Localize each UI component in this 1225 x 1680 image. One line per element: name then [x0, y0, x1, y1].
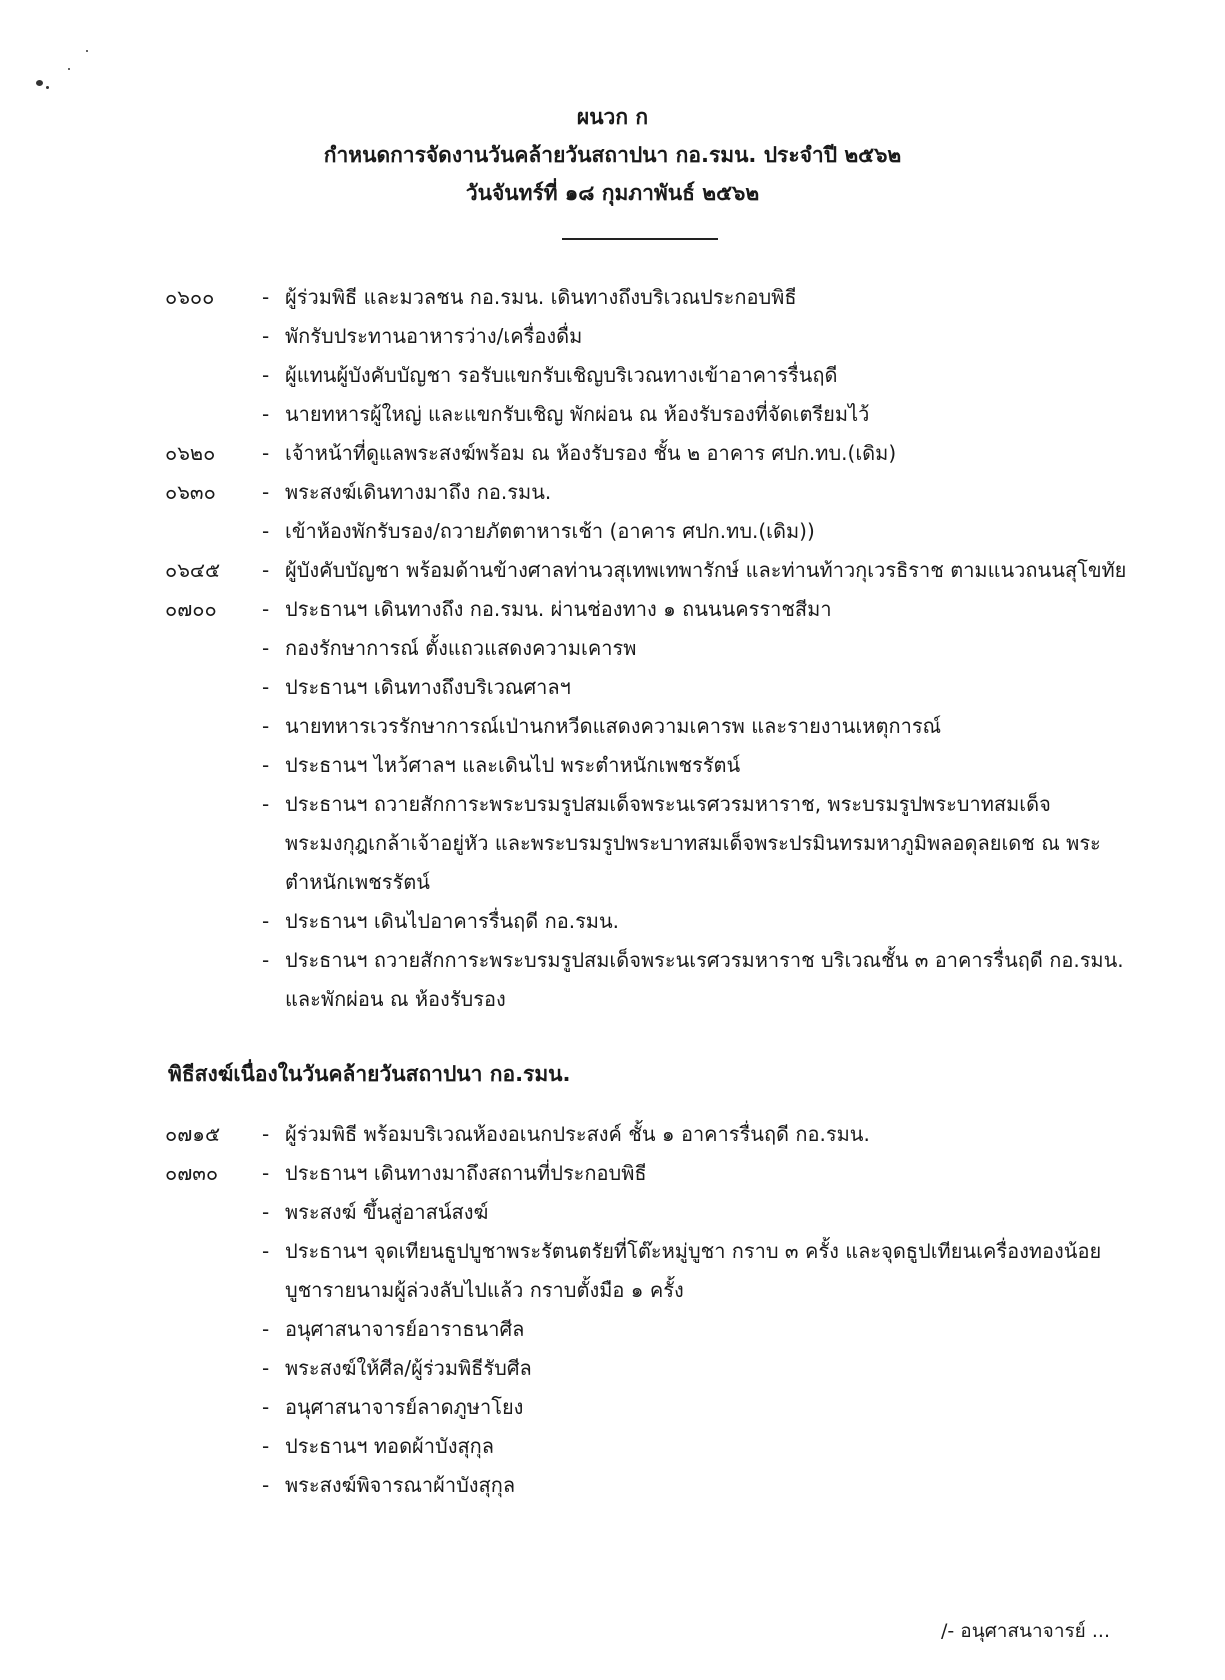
schedule-item: [0, 1388, 1225, 1427]
bullet-dash: -: [262, 324, 270, 348]
time-label: ๐๖๔๕: [165, 558, 221, 582]
item-text: นายทหารเวรรักษาการณ์เป่านกหวีดแสดงความเคารพ และรายงานเหตุการณ์: [285, 714, 942, 738]
time-label: ๐๗๐๐: [165, 597, 217, 621]
item-text: ประธานฯ เดินทางมาถึงสถานที่ประกอบพิธี: [285, 1161, 647, 1185]
bullet-dash: -: [262, 558, 270, 582]
item-text: ผู้ร่วมพิธี พร้อมบริเวณห้องอเนกประสงค์ ชั้น ๑ อาคารรื่นฤดี กอ.รมน.: [285, 1122, 870, 1146]
schedule-item: [0, 707, 1225, 746]
item-text: ประธานฯ ถวายสักการะพระบรมรูปสมเด็จพระนเรศวรมหาราช บริเวณชั้น ๓ อาคารรื่นฤดี กอ.รมน. และพักผ่อน ณ ห้องรับรอง: [285, 948, 1124, 1011]
schedule-item: [0, 551, 1225, 590]
bullet-dash: -: [262, 441, 270, 465]
item-text: ผู้แทนผู้บังคับบัญชา รอรับแขกรับเชิญบริเวณทางเข้าอาคารรื่นฤดี: [285, 363, 838, 387]
bullet-dash: -: [262, 1161, 270, 1185]
schedule-item: [0, 1154, 1225, 1193]
bullet-dash: -: [262, 1317, 270, 1341]
item-text: ประธานฯ ถวายสักการะพระบรมรูปสมเด็จพระนเรศวรมหาราช, พระบรมรูปพระบาทสมเด็จพระมงกุฎเกล้าเจ้าอยู่หัว และพระบรมรูปพระบาทสมเด็จพระปรมินทรมหาภูมิพลอดุลยเดช ณ พระตำหนักเพชรรัตน์: [285, 792, 1101, 894]
item-text: นายทหารผู้ใหญ่ และแขกรับเชิญ พักผ่อน ณ ห้องรับรองที่จัดเตรียมไว้: [285, 402, 870, 426]
bullet-dash: -: [262, 285, 270, 309]
bullet-dash: -: [262, 597, 270, 621]
scan-speck: [86, 50, 88, 52]
schedule-item: [0, 1466, 1225, 1505]
item-text: ประธานฯ ทอดผ้าบังสุกุล: [285, 1434, 495, 1458]
bullet-dash: -: [262, 948, 270, 972]
bullet-dash: -: [262, 1122, 270, 1146]
item-text: พระสงฆ์ให้ศีล/ผู้ร่วมพิธีรับศีล: [285, 1356, 532, 1380]
item-text: ประธานฯ จุดเทียนธูปบูชาพระรัตนตรัยที่โต๊ะหมู่บูชา กราบ ๓ ครั้ง และจุดธูปเทียนเครื่องทองน้อยบูชารายนามผู้ล่วงลับไปแล้ว กราบตั้งมือ ๑ ครั้ง: [285, 1239, 1102, 1302]
schedule-item: [0, 1115, 1225, 1154]
schedule-item: [0, 590, 1225, 629]
bullet-dash: -: [262, 363, 270, 387]
schedule-item: [0, 1349, 1225, 1388]
annex-title: ผนวก ก: [576, 105, 649, 129]
bullet-dash: -: [262, 402, 270, 426]
bullet-dash: -: [262, 1356, 270, 1380]
item-text: ประธานฯ ไหว้ศาลฯ และเดินไป พระตำหนักเพชรรัตน์: [285, 753, 741, 777]
bullet-dash: -: [262, 1239, 270, 1263]
item-text: กองรักษาการณ์ ตั้งแถวแสดงความเคารพ: [285, 636, 637, 660]
bullet-dash: -: [262, 909, 270, 933]
scan-speck: [46, 86, 49, 89]
time-label: ๐๖๒๐: [165, 441, 216, 465]
bullet-dash: -: [262, 519, 270, 543]
schedule-item: [0, 1232, 1225, 1310]
item-text: ผู้ร่วมพิธี และมวลชน กอ.รมน. เดินทางถึงบริเวณประกอบพิธี: [285, 285, 797, 309]
bullet-dash: -: [262, 636, 270, 660]
header-divider: [562, 238, 718, 240]
scan-speck: [36, 80, 43, 86]
schedule-item: [0, 473, 1225, 512]
time-label: ๐๗๓๐: [165, 1161, 219, 1185]
event-date: วันจันทร์ที่ ๑๘ กุมภาพันธ์ ๒๕๖๒: [465, 181, 760, 205]
item-text: ประธานฯ เดินทางถึงบริเวณศาลฯ: [285, 675, 571, 699]
item-text: พระสงฆ์เดินทางมาถึง กอ.รมน.: [285, 480, 552, 504]
ceremony-list: [0, 1115, 1225, 1505]
bullet-dash: -: [262, 1434, 270, 1458]
item-text: ผู้บังคับบัญชา พร้อมด้านข้างศาลท่านวสุเทพเทพารักษ์ และท่านท้าวกุเวรธิราช ตามแนวถนนสุโขทัย: [285, 558, 1127, 582]
schedule-list: [0, 278, 1225, 1019]
schedule-item: [0, 902, 1225, 941]
time-label: ๐๖๓๐: [165, 480, 216, 504]
bullet-dash: -: [262, 753, 270, 777]
bullet-dash: -: [262, 1473, 270, 1497]
schedule-item: [0, 785, 1225, 902]
ceremony-heading: พิธีสงฆ์เนื่องในวันคล้ายวันสถาปนา กอ.รมน.: [168, 1062, 571, 1086]
schedule-item: [0, 941, 1225, 1019]
item-text: เข้าห้องพักรับรอง/ถวายภัตตาหารเช้า (อาคาร ศปก.ทบ.(เดิม)): [285, 519, 815, 543]
item-text: เจ้าหน้าที่ดูแลพระสงฆ์พร้อม ณ ห้องรับรอง ชั้น ๒ อาคาร ศปก.ทบ.(เดิม): [285, 441, 897, 465]
schedule-item: [0, 1427, 1225, 1466]
time-label: ๐๖๐๐: [165, 285, 215, 309]
item-text: พระสงฆ์ ขึ้นสู่อาสน์สงฆ์: [285, 1200, 489, 1224]
bullet-dash: -: [262, 1200, 270, 1224]
schedule-item: [0, 1193, 1225, 1232]
schedule-item: [0, 395, 1225, 434]
bullet-dash: -: [262, 675, 270, 699]
continuation-note: /- อนุศาสนาจารย์ ...: [941, 1620, 1110, 1642]
bullet-dash: -: [262, 1395, 270, 1419]
item-text: ประธานฯ เดินทางถึง กอ.รมน. ผ่านช่องทาง ๑ ถนนนครราชสีมา: [285, 597, 832, 621]
item-text: พระสงฆ์พิจารณาผ้าบังสุกุล: [285, 1473, 516, 1497]
item-text: อนุศาสนาจารย์ลาดภูษาโยง: [285, 1395, 524, 1419]
item-text: พักรับประทานอาหารว่าง/เครื่องดื่ม: [285, 324, 583, 348]
schedule-item: [0, 1310, 1225, 1349]
document-header: [0, 98, 1225, 212]
bullet-dash: -: [262, 714, 270, 738]
time-label: ๐๗๑๕: [165, 1122, 221, 1146]
schedule-item: [0, 278, 1225, 317]
schedule-item: [0, 317, 1225, 356]
bullet-dash: -: [262, 792, 270, 816]
schedule-item: [0, 512, 1225, 551]
schedule-item: [0, 668, 1225, 707]
scan-speck: [68, 68, 70, 70]
bullet-dash: -: [262, 480, 270, 504]
item-text: อนุศาสนาจารย์อาราธนาศีล: [285, 1317, 525, 1341]
item-text: ประธานฯ เดินไปอาคารรื่นฤดี กอ.รมน.: [285, 909, 620, 933]
schedule-item: [0, 356, 1225, 395]
schedule-item: [0, 746, 1225, 785]
schedule-item: [0, 629, 1225, 668]
schedule-title: กำหนดการจัดงานวันคล้ายวันสถาปนา กอ.รมน. ประจำปี ๒๕๖๒: [323, 143, 902, 167]
schedule-item: [0, 434, 1225, 473]
